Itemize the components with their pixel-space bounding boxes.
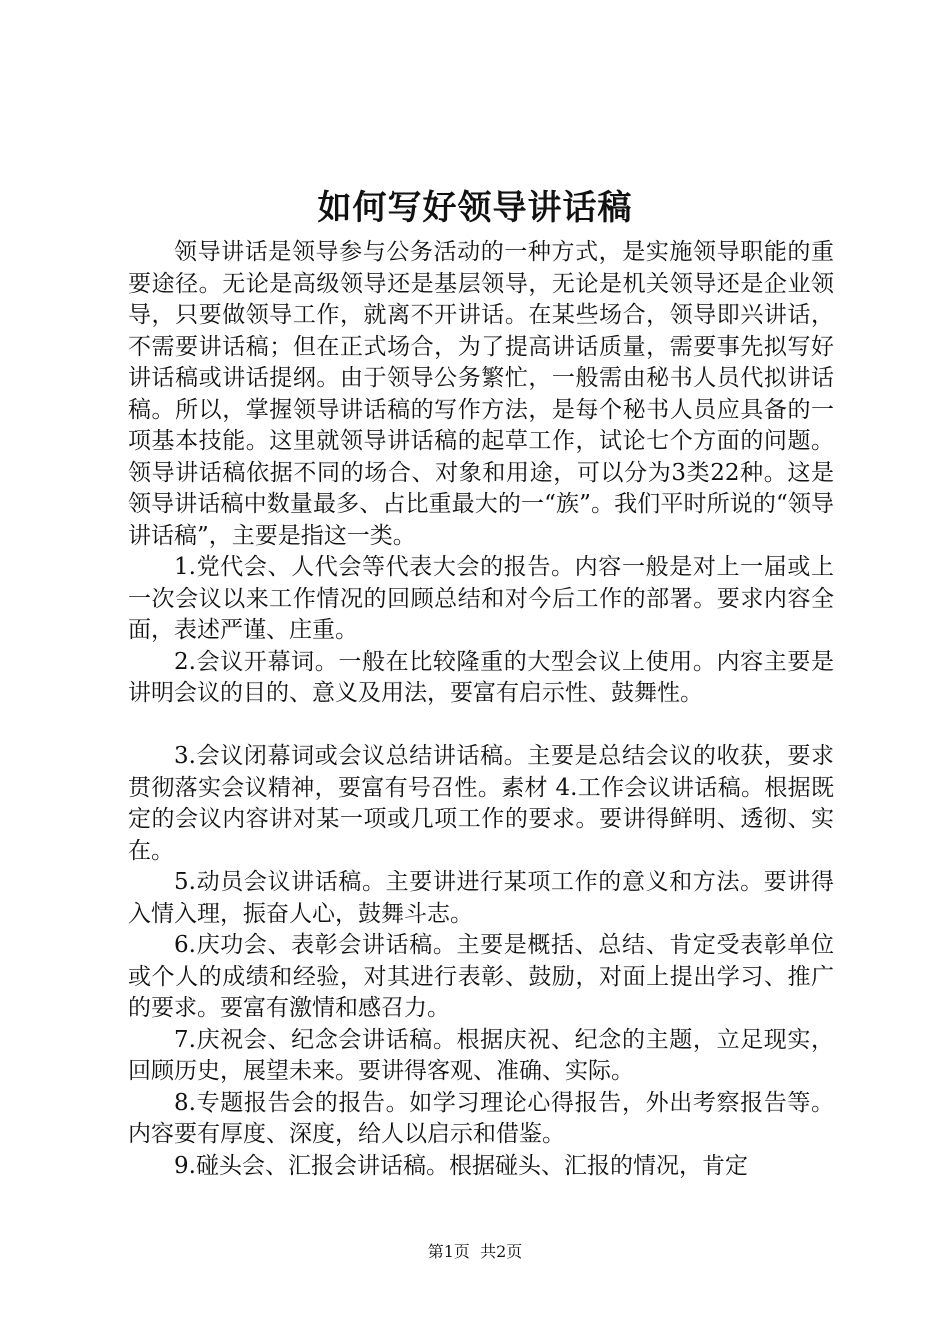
- page-footer: [0, 1240, 950, 1264]
- paragraph-item-3: 3.会议闭幕词或会议总结讲话稿。主要是总结会议的收获，要求贯彻落实会议精神，要富有号召性。素材 4.工作会议讲话稿。根据既定的会议内容讲对某一项或几项工作的要求。要讲得鲜明、透彻、实在。: [128, 743, 834, 864]
- paragraph-item-5: 5.动员会议讲话稿。主要讲进行某项工作的意义和方法。要讲得入情入理，振奋人心，鼓舞斗志。: [128, 869, 834, 927]
- paragraph-item-9: 9.碰头会、汇报会讲话稿。根据碰头、汇报的情况，肯定: [174, 1152, 748, 1179]
- paragraph-item-2: 2.会议开幕词。一般在比较隆重的大型会议上使用。内容主要是讲明会议的目的、意义及用法，要富有启示性、鼓舞性。: [128, 648, 834, 706]
- paragraph-intro: 领导讲话是领导参与公务活动的一种方式，是实施领导职能的重要途径。无论是高级领导还是基层领导，无论是机关领导还是企业领导，只要做领导工作，就离不开讲话。在某些场合，领导即兴讲话，不需要讲话稿；但在正式场合，为了提高讲话质量，需要事先拟写好讲话稿或讲话提纲。由于领导公务繁忙，一般需由秘书人员代拟讲话稿。所以，掌握领导讲话稿的写作方法，是每个秘书人员应具备的一项基本技能。这里就领导讲话稿的起草工作，试论七个方面的问题。领导讲话稿依据不同的场合、对象和用途，可以分为3类22种。这是领导讲话稿中数量最多、占比重最大的一“族”。我们平时所说的“领导讲话稿”，主要是指这一类。: [128, 239, 834, 549]
- paragraph-item-1: 1.党代会、人代会等代表大会的报告。内容一般是对上一届或上一次会议以来工作情况的回顾总结和对今后工作的部署。要求内容全面，表述严谨、庄重。: [128, 554, 834, 643]
- page-number: 第1页 共2页: [427, 1242, 523, 1261]
- paragraph-item-6: 6.庆功会、表彰会讲话稿。主要是概括、总结、肯定受表彰单位或个人的成绩和经验，对其进行表彰、鼓励，对面上提出学习、推广的要求。要富有激情和感召力。: [128, 932, 834, 1021]
- paragraph-item-8: 8.专题报告会的报告。如学习理论心得报告，外出考察报告等。内容要有厚度、深度，给人以启示和借鉴。: [128, 1089, 834, 1147]
- paragraph-item-7: 7.庆祝会、纪念会讲话稿。根据庆祝、纪念的主题，立足现实，回顾历史，展望未来。要讲得客观、准确、实际。: [128, 1026, 834, 1084]
- document-body: [128, 237, 834, 1182]
- document-title: 如何写好领导讲话稿: [317, 188, 633, 228]
